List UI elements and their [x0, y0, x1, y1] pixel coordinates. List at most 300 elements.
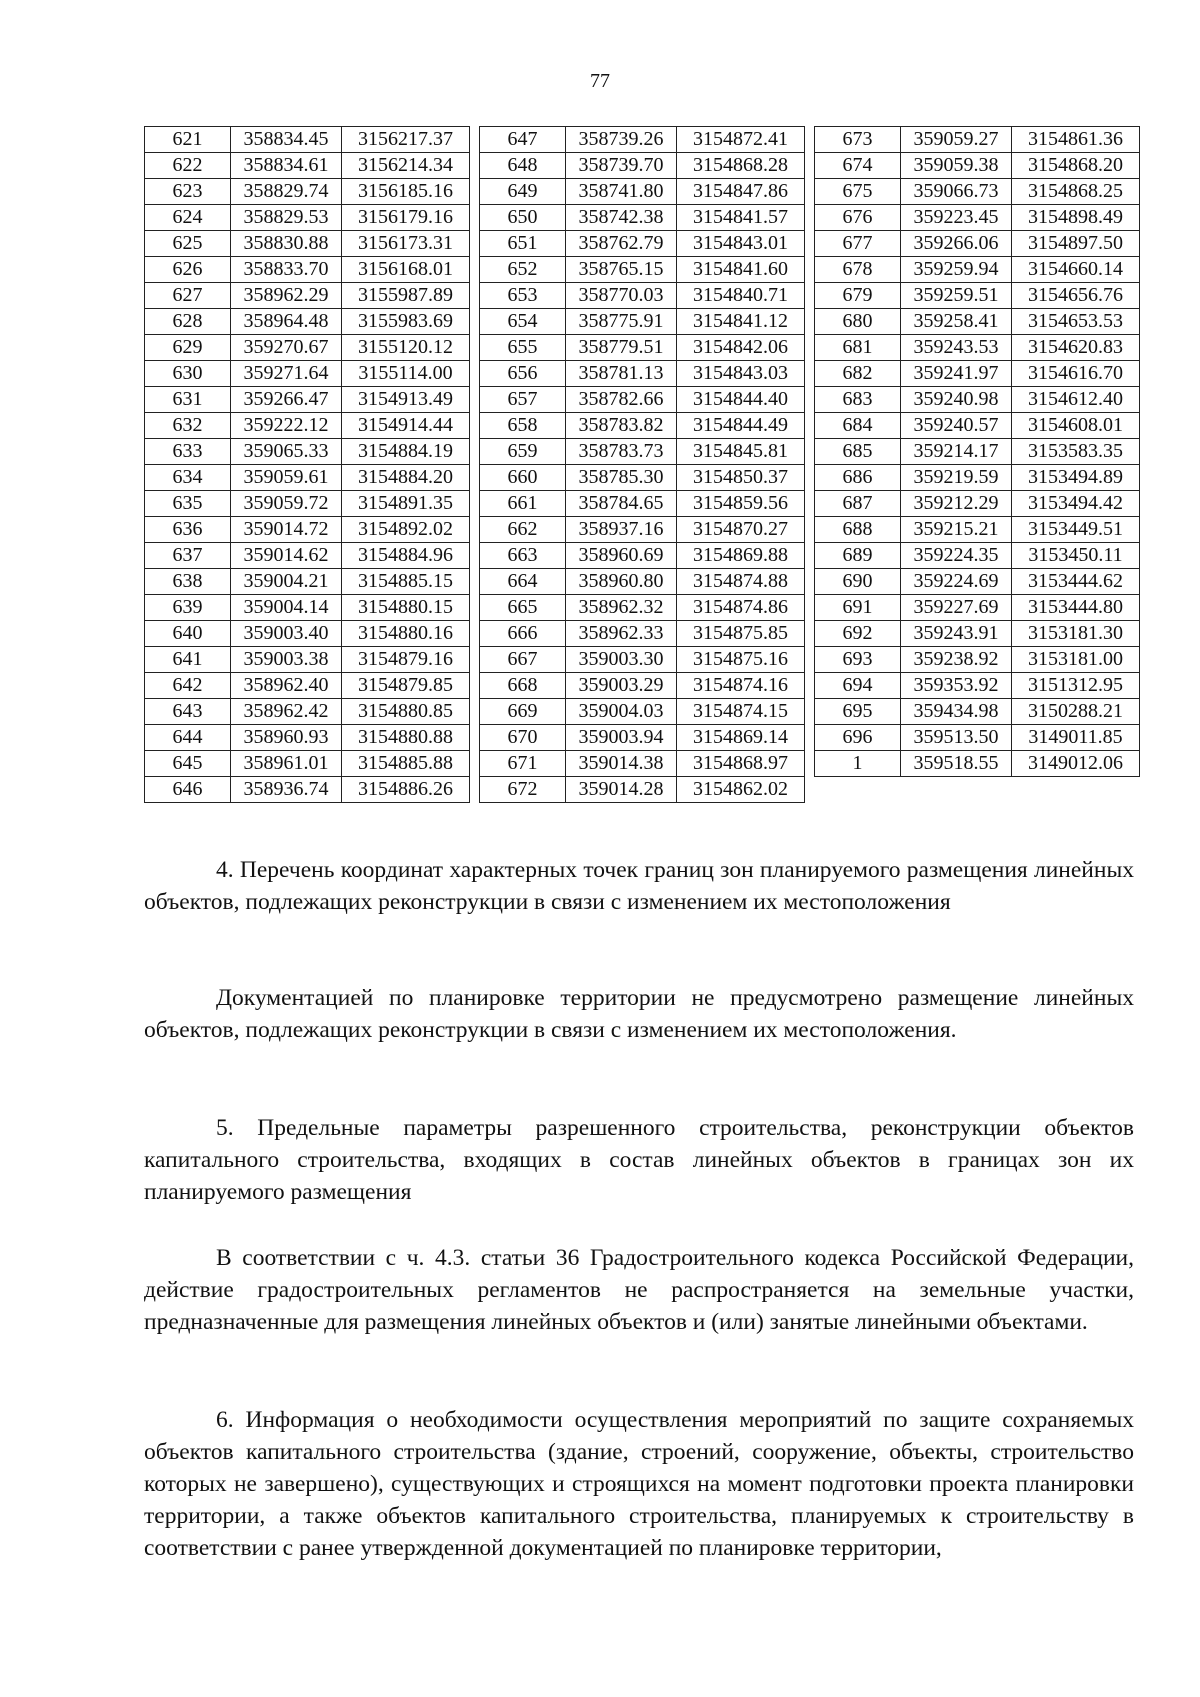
y-coordinate-cell: 3154656.76 — [1012, 283, 1140, 309]
table-row — [815, 387, 1140, 413]
table-row — [815, 621, 1140, 647]
y-coordinate-cell: 3154880.85 — [342, 699, 470, 725]
x-coordinate-cell: 359212.29 — [901, 491, 1012, 517]
table-row — [815, 595, 1140, 621]
table-row — [480, 517, 805, 543]
section-5-heading-text: 5. Предельные параметры разрешенного строительства, реконструкции объектов капитального строительства, входящих в состав линейных объектов в границах зон их планируемого размещения — [144, 1115, 1134, 1205]
y-coordinate-cell: 3154861.36 — [1012, 127, 1140, 153]
x-coordinate-cell: 359434.98 — [901, 699, 1012, 725]
section-4-body — [144, 982, 1134, 1046]
table-row — [480, 153, 805, 179]
y-coordinate-cell: 3154870.27 — [677, 517, 805, 543]
x-coordinate-cell: 359518.55 — [901, 751, 1012, 777]
point-number-cell: 634 — [145, 465, 231, 491]
y-coordinate-cell: 3154841.12 — [677, 309, 805, 335]
x-coordinate-cell: 359259.94 — [901, 257, 1012, 283]
table-row — [815, 673, 1140, 699]
x-coordinate-cell: 358770.03 — [566, 283, 677, 309]
x-coordinate-cell: 358784.65 — [566, 491, 677, 517]
point-number-cell: 677 — [815, 231, 901, 257]
x-coordinate-cell: 358741.80 — [566, 179, 677, 205]
table-row — [815, 179, 1140, 205]
table-row — [815, 257, 1140, 283]
point-number-cell: 627 — [145, 283, 231, 309]
table-row — [145, 257, 470, 283]
y-coordinate-cell: 3156185.16 — [342, 179, 470, 205]
point-number-cell: 696 — [815, 725, 901, 751]
section-4-heading — [144, 854, 1134, 918]
x-coordinate-cell: 358782.66 — [566, 387, 677, 413]
x-coordinate-cell: 359059.27 — [901, 127, 1012, 153]
point-number-cell: 655 — [480, 335, 566, 361]
x-coordinate-cell: 358785.30 — [566, 465, 677, 491]
point-number-cell: 681 — [815, 335, 901, 361]
table-row — [145, 595, 470, 621]
x-coordinate-cell: 358962.42 — [231, 699, 342, 725]
point-number-cell: 642 — [145, 673, 231, 699]
x-coordinate-cell: 358834.45 — [231, 127, 342, 153]
y-coordinate-cell: 3154850.37 — [677, 465, 805, 491]
x-coordinate-cell: 359513.50 — [901, 725, 1012, 751]
x-coordinate-cell: 359059.72 — [231, 491, 342, 517]
y-coordinate-cell: 3154868.28 — [677, 153, 805, 179]
x-coordinate-cell: 359004.21 — [231, 569, 342, 595]
point-number-cell: 663 — [480, 543, 566, 569]
table-row — [480, 777, 805, 803]
point-number-cell: 650 — [480, 205, 566, 231]
x-coordinate-cell: 359004.03 — [566, 699, 677, 725]
point-number-cell: 632 — [145, 413, 231, 439]
point-number-cell: 657 — [480, 387, 566, 413]
y-coordinate-cell: 3156168.01 — [342, 257, 470, 283]
point-number-cell: 673 — [815, 127, 901, 153]
point-number-cell: 640 — [145, 621, 231, 647]
table-row — [815, 153, 1140, 179]
y-coordinate-cell: 3154884.19 — [342, 439, 470, 465]
section-5-body — [144, 1242, 1134, 1338]
x-coordinate-cell: 358739.26 — [566, 127, 677, 153]
table-row — [145, 699, 470, 725]
y-coordinate-cell: 3154608.01 — [1012, 413, 1140, 439]
x-coordinate-cell: 359222.12 — [231, 413, 342, 439]
point-number-cell: 664 — [480, 569, 566, 595]
point-number-cell: 641 — [145, 647, 231, 673]
y-coordinate-cell: 3156173.31 — [342, 231, 470, 257]
x-coordinate-cell: 358783.82 — [566, 413, 677, 439]
table-row — [480, 127, 805, 153]
y-coordinate-cell: 3154884.96 — [342, 543, 470, 569]
y-coordinate-cell: 3153444.62 — [1012, 569, 1140, 595]
x-coordinate-cell: 359059.61 — [231, 465, 342, 491]
y-coordinate-cell: 3156217.37 — [342, 127, 470, 153]
x-coordinate-cell: 359059.38 — [901, 153, 1012, 179]
x-coordinate-cell: 359219.59 — [901, 465, 1012, 491]
y-coordinate-cell: 3154843.03 — [677, 361, 805, 387]
table-row — [480, 673, 805, 699]
coordinates-table-3 — [814, 126, 1140, 777]
x-coordinate-cell: 359227.69 — [901, 595, 1012, 621]
x-coordinate-cell: 358829.53 — [231, 205, 342, 231]
y-coordinate-cell: 3154653.53 — [1012, 309, 1140, 335]
table-row — [480, 725, 805, 751]
x-coordinate-cell: 359066.73 — [901, 179, 1012, 205]
x-coordinate-cell: 358779.51 — [566, 335, 677, 361]
point-number-cell: 689 — [815, 543, 901, 569]
table-row — [480, 413, 805, 439]
table-row — [815, 205, 1140, 231]
y-coordinate-cell: 3154891.35 — [342, 491, 470, 517]
point-number-cell: 658 — [480, 413, 566, 439]
table-row — [480, 569, 805, 595]
table-row — [480, 231, 805, 257]
table-row — [480, 647, 805, 673]
y-coordinate-cell: 3155120.12 — [342, 335, 470, 361]
x-coordinate-cell: 358960.93 — [231, 725, 342, 751]
table-row — [480, 491, 805, 517]
point-number-cell: 693 — [815, 647, 901, 673]
table-row — [480, 595, 805, 621]
section-6-heading-text: 6. Информация о необходимости осуществления мероприятий по защите сохраняемых объектов капитального строительства (здание, строений, сооружение, объекты, строительство которых не завершено), существующих и строящихся на момент подготовки проекта планировки территории, а также объектов капитального строительства, планируемых к строительству в соответствии с ранее утвержденной документацией по планировке территории, — [144, 1407, 1134, 1561]
x-coordinate-cell: 359241.97 — [901, 361, 1012, 387]
x-coordinate-cell: 359353.92 — [901, 673, 1012, 699]
x-coordinate-cell: 358960.69 — [566, 543, 677, 569]
point-number-cell: 688 — [815, 517, 901, 543]
point-number-cell: 645 — [145, 751, 231, 777]
x-coordinate-cell: 358765.15 — [566, 257, 677, 283]
x-coordinate-cell: 358781.13 — [566, 361, 677, 387]
table-row — [145, 231, 470, 257]
coordinates-table-2 — [479, 126, 805, 803]
x-coordinate-cell: 359014.62 — [231, 543, 342, 569]
y-coordinate-cell: 3154620.83 — [1012, 335, 1140, 361]
y-coordinate-cell: 3154898.49 — [1012, 205, 1140, 231]
point-number-cell: 622 — [145, 153, 231, 179]
table-row — [480, 543, 805, 569]
x-coordinate-cell: 358834.61 — [231, 153, 342, 179]
x-coordinate-cell: 359003.40 — [231, 621, 342, 647]
point-number-cell: 630 — [145, 361, 231, 387]
table-row — [480, 751, 805, 777]
table-row — [815, 491, 1140, 517]
y-coordinate-cell: 3154874.15 — [677, 699, 805, 725]
point-number-cell: 656 — [480, 361, 566, 387]
table-row — [145, 725, 470, 751]
y-coordinate-cell: 3155987.89 — [342, 283, 470, 309]
section-4-body-text: Документацией по планировке территории не предусмотрено размещение линейных объектов, подлежащих реконструкции в связи с изменением их местоположения. — [144, 985, 1134, 1043]
point-number-cell: 668 — [480, 673, 566, 699]
table-row — [480, 179, 805, 205]
table-row — [480, 699, 805, 725]
x-coordinate-cell: 359224.69 — [901, 569, 1012, 595]
y-coordinate-cell: 3155983.69 — [342, 309, 470, 335]
x-coordinate-cell: 359014.38 — [566, 751, 677, 777]
x-coordinate-cell: 359215.21 — [901, 517, 1012, 543]
table-row — [145, 491, 470, 517]
y-coordinate-cell: 3153449.51 — [1012, 517, 1140, 543]
y-coordinate-cell: 3154874.86 — [677, 595, 805, 621]
y-coordinate-cell: 3154886.26 — [342, 777, 470, 803]
x-coordinate-cell: 359240.98 — [901, 387, 1012, 413]
point-number-cell: 647 — [480, 127, 566, 153]
x-coordinate-cell: 359243.91 — [901, 621, 1012, 647]
table-row — [145, 205, 470, 231]
point-number-cell: 666 — [480, 621, 566, 647]
y-coordinate-cell: 3153181.00 — [1012, 647, 1140, 673]
point-number-cell: 690 — [815, 569, 901, 595]
table-row — [480, 387, 805, 413]
x-coordinate-cell: 359266.06 — [901, 231, 1012, 257]
x-coordinate-cell: 358961.01 — [231, 751, 342, 777]
x-coordinate-cell: 358962.29 — [231, 283, 342, 309]
y-coordinate-cell: 3154880.88 — [342, 725, 470, 751]
y-coordinate-cell: 3156214.34 — [342, 153, 470, 179]
point-number-cell: 624 — [145, 205, 231, 231]
point-number-cell: 691 — [815, 595, 901, 621]
section-5-heading — [144, 1112, 1134, 1208]
point-number-cell: 671 — [480, 751, 566, 777]
table-row — [145, 179, 470, 205]
x-coordinate-cell: 358775.91 — [566, 309, 677, 335]
x-coordinate-cell: 359004.14 — [231, 595, 342, 621]
table-row — [480, 439, 805, 465]
y-coordinate-cell: 3154612.40 — [1012, 387, 1140, 413]
point-number-cell: 659 — [480, 439, 566, 465]
point-number-cell: 638 — [145, 569, 231, 595]
y-coordinate-cell: 3153583.35 — [1012, 439, 1140, 465]
x-coordinate-cell: 358742.38 — [566, 205, 677, 231]
x-coordinate-cell: 358936.74 — [231, 777, 342, 803]
point-number-cell: 633 — [145, 439, 231, 465]
y-coordinate-cell: 3154844.40 — [677, 387, 805, 413]
y-coordinate-cell: 3154862.02 — [677, 777, 805, 803]
x-coordinate-cell: 359224.35 — [901, 543, 1012, 569]
point-number-cell: 676 — [815, 205, 901, 231]
x-coordinate-cell: 359014.72 — [231, 517, 342, 543]
table-row — [480, 283, 805, 309]
point-number-cell: 692 — [815, 621, 901, 647]
y-coordinate-cell: 3150288.21 — [1012, 699, 1140, 725]
table-row — [480, 309, 805, 335]
y-coordinate-cell: 3154897.50 — [1012, 231, 1140, 257]
point-number-cell: 661 — [480, 491, 566, 517]
point-number-cell: 625 — [145, 231, 231, 257]
section-5-body-text: В соответствии с ч. 4.3. статьи 36 Градостроительного кодекса Российской Федерации, действие градостроительных регламентов не распространяется на земельные участки, предназначенные для размещения линейных объектов и (или) занятые линейными объектами. — [144, 1245, 1134, 1335]
table-row — [145, 673, 470, 699]
y-coordinate-cell: 3154874.16 — [677, 673, 805, 699]
y-coordinate-cell: 3154660.14 — [1012, 257, 1140, 283]
coordinates-table-1 — [144, 126, 470, 803]
y-coordinate-cell: 3155114.00 — [342, 361, 470, 387]
point-number-cell: 694 — [815, 673, 901, 699]
y-coordinate-cell: 3156179.16 — [342, 205, 470, 231]
x-coordinate-cell: 359214.17 — [901, 439, 1012, 465]
y-coordinate-cell: 3154880.16 — [342, 621, 470, 647]
point-number-cell: 662 — [480, 517, 566, 543]
x-coordinate-cell: 358962.40 — [231, 673, 342, 699]
table-row — [145, 439, 470, 465]
point-number-cell: 675 — [815, 179, 901, 205]
y-coordinate-cell: 3154847.86 — [677, 179, 805, 205]
point-number-cell: 648 — [480, 153, 566, 179]
table-row — [815, 439, 1140, 465]
x-coordinate-cell: 358830.88 — [231, 231, 342, 257]
table-row — [815, 309, 1140, 335]
point-number-cell: 687 — [815, 491, 901, 517]
y-coordinate-cell: 3154841.57 — [677, 205, 805, 231]
y-coordinate-cell: 3154892.02 — [342, 517, 470, 543]
y-coordinate-cell: 3154845.81 — [677, 439, 805, 465]
x-coordinate-cell: 359065.33 — [231, 439, 342, 465]
table-row — [145, 387, 470, 413]
y-coordinate-cell: 3154859.56 — [677, 491, 805, 517]
point-number-cell: 665 — [480, 595, 566, 621]
y-coordinate-cell: 3154868.97 — [677, 751, 805, 777]
point-number-cell: 643 — [145, 699, 231, 725]
x-coordinate-cell: 358833.70 — [231, 257, 342, 283]
point-number-cell: 685 — [815, 439, 901, 465]
x-coordinate-cell: 358739.70 — [566, 153, 677, 179]
point-number-cell: 653 — [480, 283, 566, 309]
x-coordinate-cell: 359259.51 — [901, 283, 1012, 309]
table-row — [480, 361, 805, 387]
table-row — [480, 465, 805, 491]
point-number-cell: 644 — [145, 725, 231, 751]
y-coordinate-cell: 3154885.88 — [342, 751, 470, 777]
table-row — [815, 725, 1140, 751]
table-row — [815, 361, 1140, 387]
table-row — [815, 647, 1140, 673]
y-coordinate-cell: 3153450.11 — [1012, 543, 1140, 569]
y-coordinate-cell: 3154885.15 — [342, 569, 470, 595]
x-coordinate-cell: 358962.32 — [566, 595, 677, 621]
table-row — [145, 569, 470, 595]
table-row — [815, 543, 1140, 569]
point-number-cell: 636 — [145, 517, 231, 543]
table-row — [145, 777, 470, 803]
point-number-cell: 631 — [145, 387, 231, 413]
y-coordinate-cell: 3154874.88 — [677, 569, 805, 595]
point-number-cell: 621 — [145, 127, 231, 153]
y-coordinate-cell: 3153181.30 — [1012, 621, 1140, 647]
table-row — [145, 283, 470, 309]
table-row — [145, 465, 470, 491]
x-coordinate-cell: 358829.74 — [231, 179, 342, 205]
point-number-cell: 649 — [480, 179, 566, 205]
y-coordinate-cell: 3154869.14 — [677, 725, 805, 751]
table-row — [815, 751, 1140, 777]
point-number-cell: 670 — [480, 725, 566, 751]
x-coordinate-cell: 359003.94 — [566, 725, 677, 751]
table-row — [480, 257, 805, 283]
point-number-cell: 686 — [815, 465, 901, 491]
point-number-cell: 695 — [815, 699, 901, 725]
x-coordinate-cell: 358937.16 — [566, 517, 677, 543]
table-row — [145, 751, 470, 777]
x-coordinate-cell: 359003.29 — [566, 673, 677, 699]
table-row — [145, 127, 470, 153]
table-row — [145, 647, 470, 673]
point-number-cell: 669 — [480, 699, 566, 725]
table-row — [815, 231, 1140, 257]
point-number-cell: 654 — [480, 309, 566, 335]
x-coordinate-cell: 358962.33 — [566, 621, 677, 647]
section-4-heading-text: 4. Перечень координат характерных точек границ зон планируемого размещения линейных объектов, подлежащих реконструкции в связи с изменением их местоположения — [144, 857, 1134, 915]
y-coordinate-cell: 3154840.71 — [677, 283, 805, 309]
table-row — [815, 283, 1140, 309]
point-number-cell: 637 — [145, 543, 231, 569]
y-coordinate-cell: 3154884.20 — [342, 465, 470, 491]
y-coordinate-cell: 3154841.60 — [677, 257, 805, 283]
point-number-cell: 652 — [480, 257, 566, 283]
table-row — [145, 335, 470, 361]
y-coordinate-cell: 3154879.16 — [342, 647, 470, 673]
table-row — [815, 465, 1140, 491]
page-number: 77 — [590, 70, 610, 92]
y-coordinate-cell: 3154875.85 — [677, 621, 805, 647]
table-row — [145, 543, 470, 569]
y-coordinate-cell: 3149012.06 — [1012, 751, 1140, 777]
y-coordinate-cell: 3154869.88 — [677, 543, 805, 569]
point-number-cell: 628 — [145, 309, 231, 335]
x-coordinate-cell: 359270.67 — [231, 335, 342, 361]
x-coordinate-cell: 358762.79 — [566, 231, 677, 257]
y-coordinate-cell: 3149011.85 — [1012, 725, 1140, 751]
point-number-cell: 629 — [145, 335, 231, 361]
y-coordinate-cell: 3154879.85 — [342, 673, 470, 699]
table-row — [145, 153, 470, 179]
x-coordinate-cell: 359003.38 — [231, 647, 342, 673]
x-coordinate-cell: 359238.92 — [901, 647, 1012, 673]
table-row — [145, 621, 470, 647]
table-row — [480, 335, 805, 361]
y-coordinate-cell: 3154872.41 — [677, 127, 805, 153]
x-coordinate-cell: 359240.57 — [901, 413, 1012, 439]
y-coordinate-cell: 3154616.70 — [1012, 361, 1140, 387]
x-coordinate-cell: 358783.73 — [566, 439, 677, 465]
y-coordinate-cell: 3154914.44 — [342, 413, 470, 439]
point-number-cell: 1 — [815, 751, 901, 777]
table-row — [145, 361, 470, 387]
y-coordinate-cell: 3154842.06 — [677, 335, 805, 361]
table-row — [815, 335, 1140, 361]
y-coordinate-cell: 3151312.95 — [1012, 673, 1140, 699]
x-coordinate-cell: 359014.28 — [566, 777, 677, 803]
x-coordinate-cell: 358964.48 — [231, 309, 342, 335]
y-coordinate-cell: 3154875.16 — [677, 647, 805, 673]
x-coordinate-cell: 359243.53 — [901, 335, 1012, 361]
point-number-cell: 684 — [815, 413, 901, 439]
point-number-cell: 674 — [815, 153, 901, 179]
table-row — [480, 621, 805, 647]
point-number-cell: 635 — [145, 491, 231, 517]
y-coordinate-cell: 3153494.42 — [1012, 491, 1140, 517]
x-coordinate-cell: 359271.64 — [231, 361, 342, 387]
table-row — [145, 517, 470, 543]
point-number-cell: 646 — [145, 777, 231, 803]
x-coordinate-cell: 359266.47 — [231, 387, 342, 413]
point-number-cell: 626 — [145, 257, 231, 283]
table-row — [145, 413, 470, 439]
table-row — [815, 517, 1140, 543]
table-row — [480, 205, 805, 231]
point-number-cell: 678 — [815, 257, 901, 283]
table-row — [815, 699, 1140, 725]
y-coordinate-cell: 3154868.25 — [1012, 179, 1140, 205]
section-6-heading — [144, 1404, 1134, 1564]
y-coordinate-cell: 3154880.15 — [342, 595, 470, 621]
point-number-cell: 639 — [145, 595, 231, 621]
point-number-cell: 660 — [480, 465, 566, 491]
